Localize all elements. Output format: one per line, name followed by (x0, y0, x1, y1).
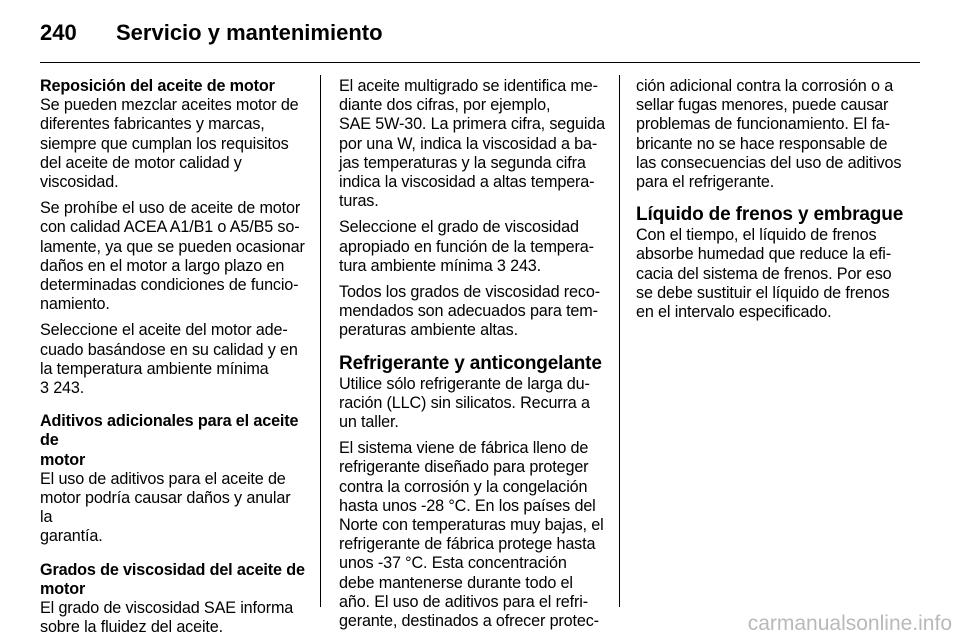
paragraph: Seleccione el aceite del motor ade- cuado basándose en su calidad y en la temperatura ambiente mínima 3 243. (40, 321, 298, 398)
watermark: carmanualsonline.info (747, 612, 952, 635)
paragraph: ción adicional contra la corrosión o a sellar fugas menores, puede causar problemas de funcionamiento. El fa- bricante no se hace responsable de las consecuencias del uso de aditivos para el refrigerante. (636, 77, 902, 192)
paragraph: Seleccione el grado de viscosidad apropiado en función de la tempera- tura ambiente mínima 3 243. (339, 218, 594, 275)
paragraph: El aceite multigrado se identifica me- diante dos cifras, por ejemplo, SAE 5W-30. La primera cifra, seguida por una W, indica la viscosidad a ba- jas temperaturas y la segunda cifra indica la viscosidad a altas tempera- turas. (339, 77, 606, 211)
header-rule (40, 62, 920, 63)
subheading-oil-additives: Aditivos adicionales para el aceite de motor (40, 412, 299, 469)
heading-brake-fluid: Líquido de frenos y embrague (636, 204, 904, 226)
paragraph: Todos los grados de viscosidad reco- mendados son adecuados para tem- peraturas ambiente altas. (339, 283, 600, 340)
paragraph: Se prohíbe el uso de aceite de motor con calidad ACEA A1/B1 o A5/B5 so- lamente, ya que se pueden ocasionar daños en el motor a largo plazo en determinadas condiciones de funcio- namiento. (40, 199, 305, 314)
heading-coolant: Refrigerante y anticongelante (339, 352, 602, 374)
paragraph: El sistema viene de fábrica lleno de refrigerante diseñado para proteger contra la corrosión y la congelación hasta unos -28 °C. En los países del Norte con temperaturas muy bajas, el refrigerante de fábrica protege hasta unos -37 °C. Esta concentración debe mantenerse durante todo el año. El uso de aditivos para el refri- gerante, destinados a ofrecer protec- (339, 439, 604, 631)
column-divider-2 (619, 75, 620, 607)
paragraph: El grado de viscosidad SAE informa sobre la fluidez del aceite. (40, 599, 294, 637)
page-number: 240 (40, 20, 77, 45)
column-1 (40, 77, 306, 637)
page-title: Servicio y mantenimiento (116, 20, 383, 45)
column-3 (636, 77, 910, 322)
column-divider-1 (320, 75, 321, 607)
paragraph: Con el tiempo, el líquido de frenos absorbe humedad que reduce la efi- cacia del sistema de frenos. Por eso se debe sustituir el líquido de frenos en el intervalo especificado. (636, 226, 892, 322)
subheading-oil-topup: Reposición del aceite de motor (40, 77, 275, 95)
paragraph: El uso de aditivos para el aceite de motor podría causar daños y anular la garantía. (40, 469, 291, 546)
paragraph: Utilice sólo refrigerante de larga du- ración (LLC) sin silicatos. Recurra a un taller. (339, 374, 590, 432)
subheading-viscosity-grades: Grados de viscosidad del aceite de motor (40, 560, 305, 598)
column-2 (339, 77, 607, 631)
paragraph: Se pueden mezclar aceites motor de diferentes fabricantes y marcas, siempre que cumplan los requisitos del aceite de motor calidad y viscosidad. (40, 96, 299, 192)
